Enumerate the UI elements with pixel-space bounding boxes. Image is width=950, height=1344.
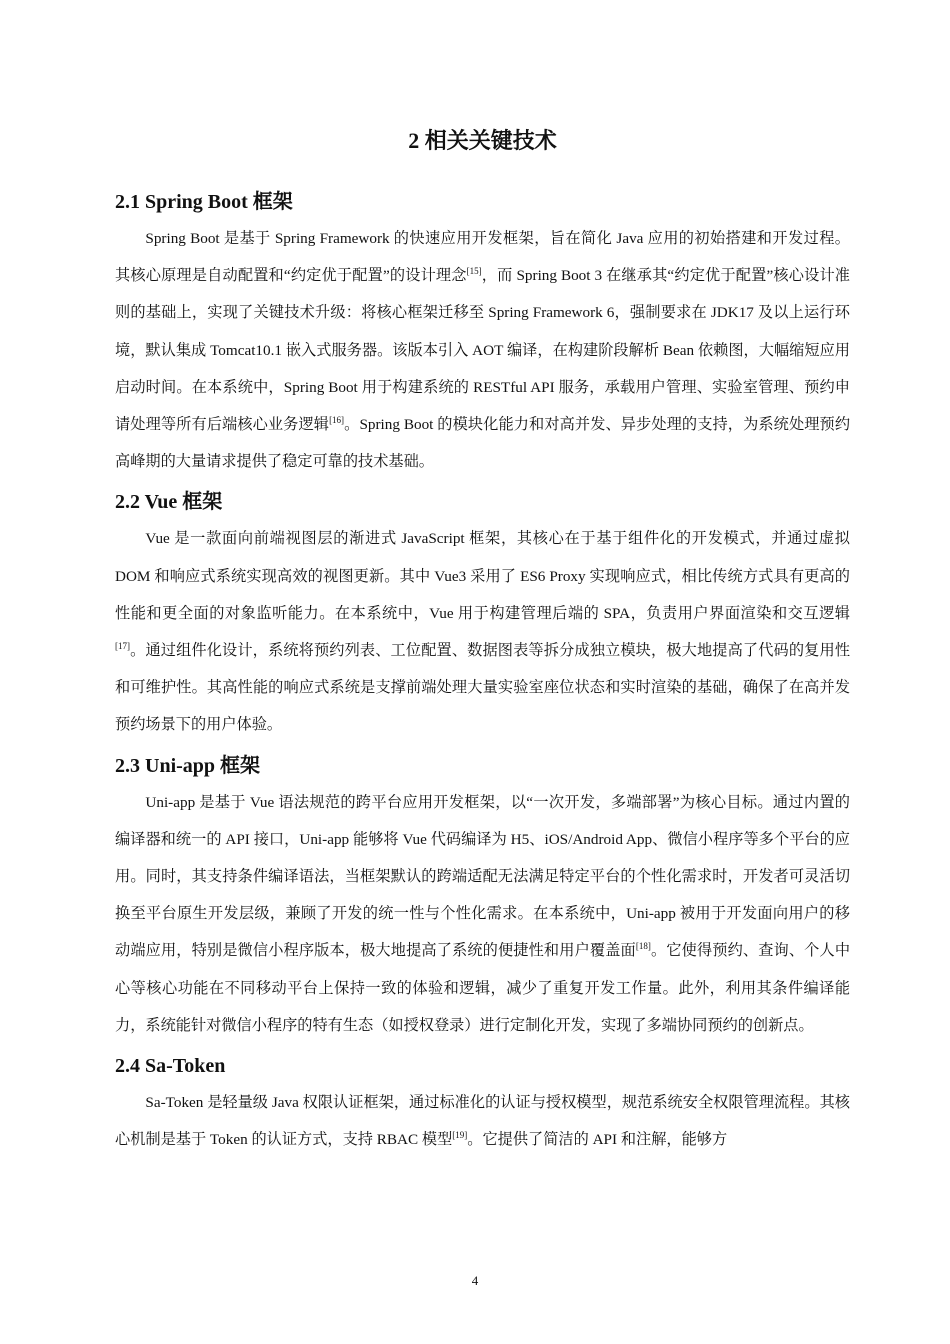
section-heading-2-3: 2.3 Uni-app 框架 bbox=[115, 754, 261, 777]
section-heading-2-1: 2.1 Spring Boot 框架 bbox=[115, 191, 293, 213]
paragraph-text: Spring Boot 是基于 Spring Framework 的快速应用开发框架，旨在简化 Java 应用的初始搭建和开发过程。其核心原理是自动配置和“约定优于配置”的设计理念 bbox=[115, 230, 850, 285]
section-paragraph-2-4 bbox=[115, 1084, 850, 1158]
paragraph-text: 。它提供了简洁的 API 和注解，能够方 bbox=[467, 1131, 728, 1149]
paragraph-text: 。通过组件化设计，系统将预约列表、工位配置、数据图表等拆分成独立模块，极大地提高了代码的复用性和可维护性。其高性能的响应式系统是支撑前端处理大量实验室座位状态和实时渲染的基础，确保了在高并发预约场景下的用户体验。 bbox=[115, 642, 850, 734]
paragraph-text: 。它使得预约、查询、个人中心等核心功能在不同移动平台上保持一致的体验和逻辑，减少了重复开发工作量。此外，利用其条件编译能力，系统能针对微信小程序的特有生态（如授权登录）进行定制化开发，实现了多端协同预约的创新点。 bbox=[115, 942, 851, 1034]
section-heading-2-2: 2.2 Vue 框架 bbox=[115, 491, 223, 514]
citation-ref: [16] bbox=[329, 414, 345, 425]
section-paragraph-2-2 bbox=[115, 520, 850, 743]
citation-ref: [17] bbox=[115, 640, 130, 651]
section-paragraph-2-3 bbox=[115, 784, 850, 1044]
chapter-title: 2 相关关键技术 bbox=[408, 128, 557, 153]
paragraph-text: Uni-app 是基于 Vue 语法规范的跨平台应用开发框架，以“一次开发，多端部署”为核心目标。通过内置的编译器和统一的 API 接口，Uni-app 能够将 Vue 代码编译为 H5、iOS/Android App、微信小程序等多个平台的应用。同时，其支持条件编译语法，当框架默认的跨端适配无法满足特定平台的个性化需求时，开发者可灵活切换至平台原生开发层级，兼顾了开发的统一性与个性化需求。在本系统中，Uni-app 被用于开发面向用户的移动端应用，特别是微信小程序版本，极大地提高了系统的便捷性和用户覆盖面 bbox=[115, 793, 850, 960]
citation-ref: [18] bbox=[635, 941, 651, 952]
paragraph-text: Sa-Token 是轻量级 Java 权限认证框架，通过标准化的认证与授权模型，规范系统安全权限管理流程。其核心机制是基于 Token 的认证方式，支持 RBAC 模型 bbox=[115, 1094, 850, 1149]
section-paragraph-2-1 bbox=[115, 220, 850, 480]
citation-ref: [15] bbox=[466, 266, 482, 277]
citation-ref: [19] bbox=[452, 1130, 468, 1141]
paragraph-text: ，而 Spring Boot 3 在继承其“约定优于配置”核心设计准则的基础上，实现了关键技术升级：将核心框架迁移至 Spring Framework 6，强制要求在 JDK17 及以上运行环境，默认集成 Tomcat10.1 嵌入式服务器。该版本引入 AOT 编译，在构建阶段解析 Bean 依赖图，大幅缩短应用启动时间。在本系统中，Spring Boot 用于构建系统的 RESTful API 服务，承载用户管理、实验室管理、预约申请处理等所有后端核心业务逻辑 bbox=[115, 267, 850, 434]
paragraph-text: Vue 是一款面向前端视图层的渐进式 JavaScript 框架，其核心在于基于组件化的开发模式，并通过虚拟 DOM 和响应式系统实现高效的视图更新。其中 Vue3 采用了 ES6 Proxy 实现响应式，相比传统方式具有更高的性能和更全面的对象监听能力。在本系统中，Vue 用于构建管理后端的 SPA，负责用户界面渲染和交互逻辑 bbox=[115, 530, 850, 622]
section-heading-2-4: 2.4 Sa-Token bbox=[115, 1055, 226, 1078]
page-number: 4 bbox=[471, 1273, 479, 1288]
paragraph-text: 。Spring Boot 的模块化能力和对高并发、异步处理的支持，为系统处理预约高峰期的大量请求提供了稳定可靠的技术基础。 bbox=[115, 416, 851, 471]
